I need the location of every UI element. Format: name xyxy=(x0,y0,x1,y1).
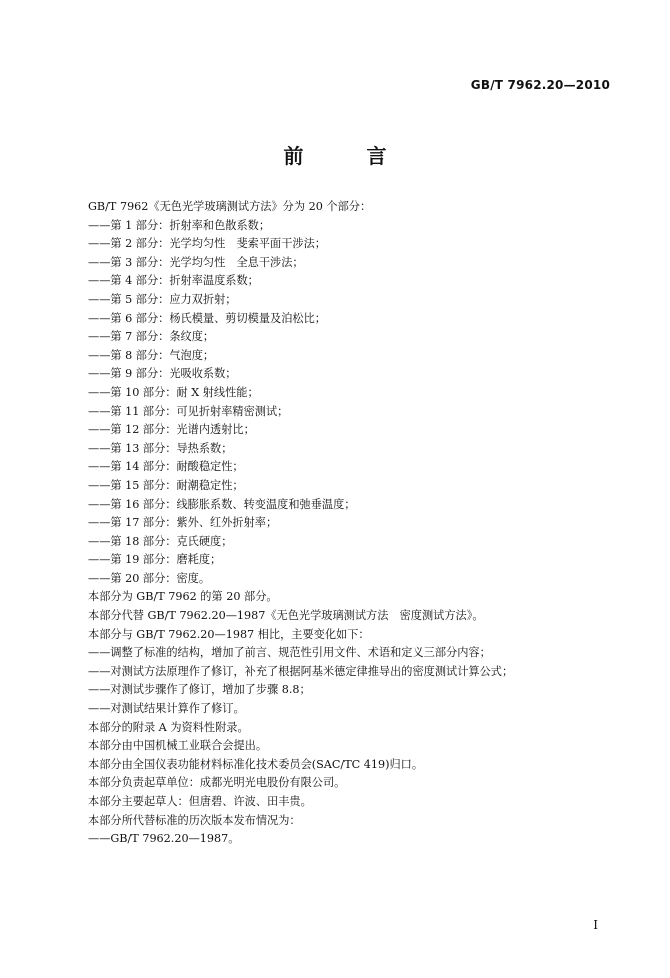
statement-line: 本部分主要起草人：但唐碧、许波、田丰贵。 xyxy=(88,795,312,808)
change-list-item: ——对测试结果计算作了修订。 xyxy=(88,702,245,716)
change-list-item: ——调整了标准的结构，增加了前言、规范性引用文件、术语和定义三部分内容； xyxy=(88,646,491,660)
part-list-item: ——第 10 部分：耐 X 射线性能； xyxy=(88,385,259,399)
part-list-item: ——第 4 部分：折射率温度系数； xyxy=(88,274,259,288)
foreword-body xyxy=(88,198,628,849)
part-list-item: ——第 5 部分：应力双折射； xyxy=(88,292,237,306)
part-list-item: ——第 1 部分：折射率和色散系数； xyxy=(88,218,271,232)
part-list-item: ——第 2 部分：光学均匀性 斐索平面干涉法； xyxy=(88,237,326,251)
document-code: GB/T 7962.20—2010 xyxy=(470,78,610,92)
change-list-item: ——对测试方法原理作了修订，补充了根据阿基米德定律推导出的密度测试计算公式； xyxy=(88,664,514,678)
part-list-item: ——第 3 部分：光学均匀性 全息干涉法； xyxy=(88,255,304,269)
part-list-item: ——第 15 部分：耐潮稳定性； xyxy=(88,478,244,492)
part-list-item: ——第 14 部分：耐酸稳定性； xyxy=(88,460,244,474)
statement-line: 本部分代替 GB/T 7962.20—1987《无色光学玻璃测试方法 密度测试方法》。 xyxy=(88,609,484,623)
part-list-item: ——第 11 部分：可见折射率精密测试； xyxy=(88,404,289,418)
page-number: I xyxy=(593,918,598,932)
statement-line: 本部分由中国机械工业联合会提出。 xyxy=(88,739,268,753)
part-list-item: ——第 18 部分：克氏硬度； xyxy=(88,534,233,548)
statement-line: 本部分所代替标准的历次版本发布情况为： xyxy=(88,813,301,827)
part-list-item: ——第 8 部分：气泡度； xyxy=(88,348,215,362)
statement-line: 本部分为 GB/T 7962 的第 20 部分。 xyxy=(88,590,278,604)
change-list-item: ——对测试步骤作了修订，增加了步骤 8.8； xyxy=(88,683,311,697)
part-list-item: ——第 16 部分：线膨胀系数、转变温度和弛垂温度； xyxy=(88,497,356,511)
part-list-item: ——第 6 部分：杨氏模量、剪切模量及泊松比； xyxy=(88,311,326,325)
page-title: 前 言 xyxy=(283,144,415,168)
part-list-item: ——第 17 部分：紫外、红外折射率； xyxy=(88,516,278,530)
statement-line: 本部分的附录 A 为资料性附录。 xyxy=(88,720,249,734)
statement-line: 本部分由全国仪表功能材料标准化技术委员会(SAC/TC 419)归口。 xyxy=(88,757,424,771)
statement-line: 本部分负责起草单位：成都光明光电股份有限公司。 xyxy=(88,776,346,790)
part-list-item: ——第 19 部分：磨耗度； xyxy=(88,553,222,567)
part-list-item: ——第 12 部分：光谱内透射比； xyxy=(88,423,255,437)
intro-line: GB/T 7962《无色光学玻璃测试方法》分为 20 个部分： xyxy=(88,200,372,213)
statement-line: 本部分与 GB/T 7962.20—1987 相比，主要变化如下： xyxy=(88,627,370,641)
part-list-item: ——第 20 部分：密度。 xyxy=(88,571,211,585)
history-list-item: ——GB/T 7962.20—1987。 xyxy=(88,832,240,846)
part-list-item: ——第 13 部分：导热系数； xyxy=(88,441,233,455)
part-list-item: ——第 7 部分：条纹度； xyxy=(88,330,215,344)
part-list-item: ——第 9 部分：光吸收系数； xyxy=(88,367,237,381)
